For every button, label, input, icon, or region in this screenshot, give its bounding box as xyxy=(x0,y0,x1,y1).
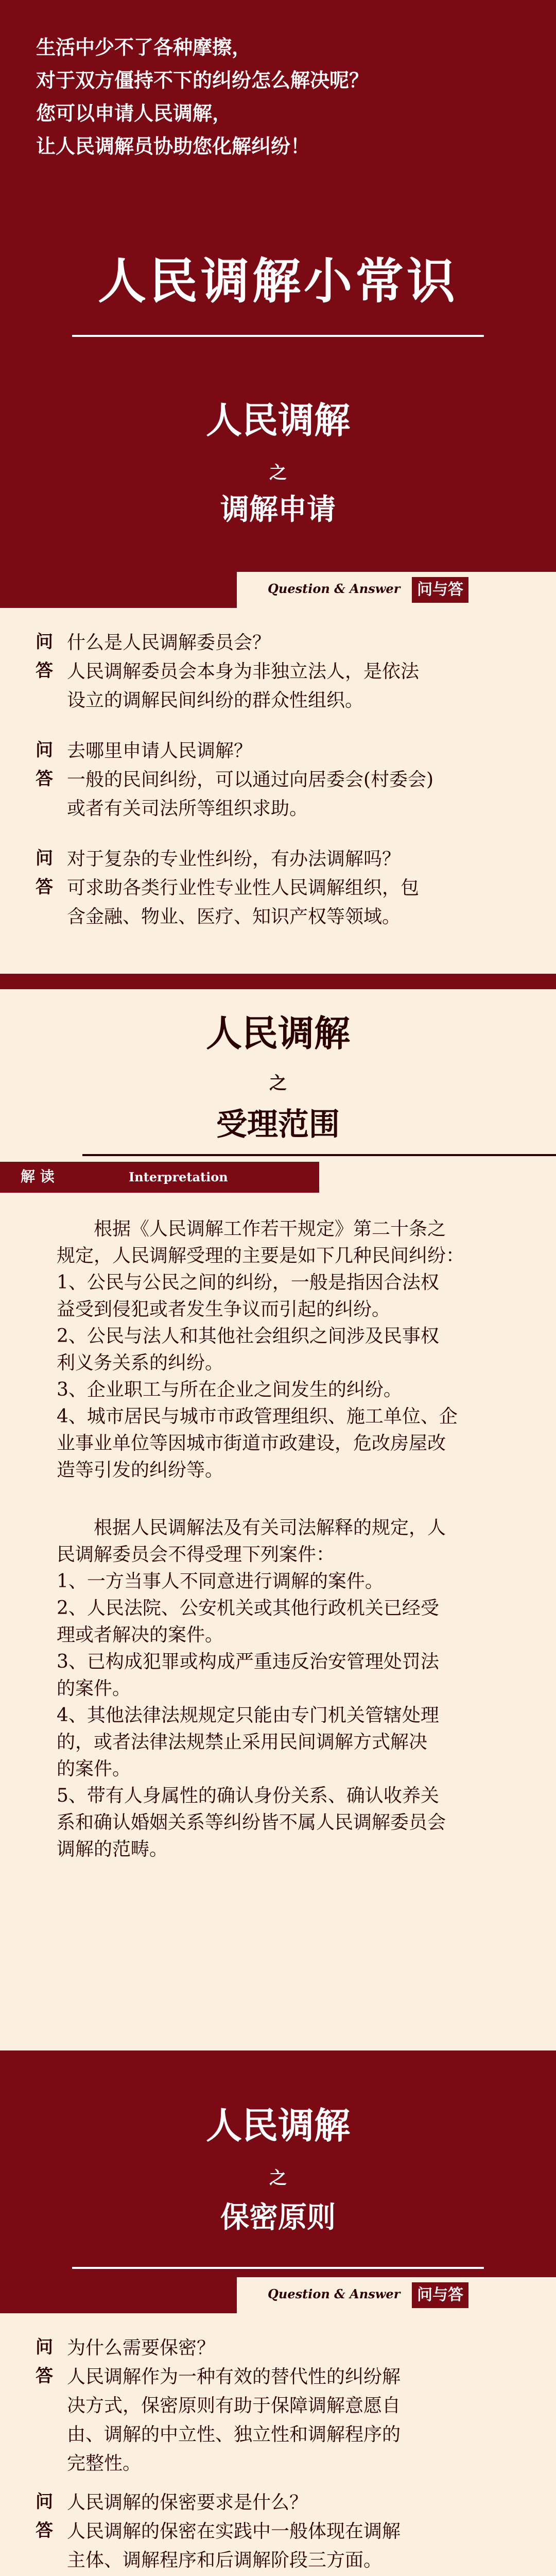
text-line: 1、公民与公民之间的纠纷，一般是指因合法权 xyxy=(57,1272,439,1293)
question-icon: 问 xyxy=(36,2492,53,2512)
text-line: 业事业单位等因城市街道市政建设，危改房屋改 xyxy=(57,1433,446,1454)
answer-text: 完整性。 xyxy=(67,2453,142,2474)
intro-text xyxy=(36,31,520,163)
answer-text: 可求助各类行业性专业性人民调解组织，包 xyxy=(67,877,420,899)
text-line: 的，或者法律法规禁止采用民间调解方式解决 xyxy=(57,1732,428,1753)
text-line: 根据《人民调解工作若干规定》第二十条之 xyxy=(94,1218,446,1240)
section2-zhi: 之 xyxy=(269,1073,287,1094)
section1-title: 人民调解 xyxy=(206,399,350,442)
intro-line: 让人民调解员协助您化解纠纷！ xyxy=(36,134,310,158)
qa-label: Question & Answer xyxy=(268,581,401,596)
answer-icon: 答 xyxy=(36,2366,53,2386)
qa-badge: 问与答 xyxy=(412,2282,468,2308)
text-line: 规定，人民调解受理的主要是如下几种民间纠纷： xyxy=(57,1245,465,1266)
section3-divider xyxy=(72,2267,484,2269)
text-line: 2、公民与法人和其他社会组织之间涉及民事权 xyxy=(57,1326,439,1347)
qa-label: Question & Answer xyxy=(268,2286,401,2301)
qa-item xyxy=(31,737,525,824)
answer-text: 人民调解的保密在实践中一般体现在调解 xyxy=(67,2521,401,2542)
section1-subtitle: 调解申请 xyxy=(220,493,336,527)
qa-badge: 问与答 xyxy=(412,577,468,603)
answer-text: 主体、调解程序和后调解阶段三方面。 xyxy=(67,2550,383,2571)
main-title: 人民调解小常识 xyxy=(97,253,458,310)
interpretation-badge: 解 读 xyxy=(21,1168,55,1185)
answer-text: 决方式，保密原则有助于保障调解意愿自 xyxy=(67,2395,401,2416)
question-text: 去哪里申请人民调解？ xyxy=(67,740,253,761)
text-line: 根据人民调解法及有关司法解释的规定，人 xyxy=(94,1517,446,1538)
text-line: 民调解委员会不得受理下列案件： xyxy=(57,1544,335,1565)
text-line: 3、企业职工与所在企业之间发生的纠纷。 xyxy=(57,1379,402,1400)
section1-qa-band xyxy=(0,572,556,608)
question-icon: 问 xyxy=(36,848,53,869)
text-line: 的案件。 xyxy=(57,1678,131,1699)
section3-zhi: 之 xyxy=(269,2168,287,2189)
section2-body xyxy=(0,1195,556,2050)
intro-line: 生活中少不了各种摩擦， xyxy=(36,36,252,59)
answer-icon: 答 xyxy=(36,877,53,897)
question-text: 什么是人民调解委员会？ xyxy=(67,632,271,653)
question-text: 为什么需要保密？ xyxy=(67,2337,216,2359)
text-line: 4、其他法律法规规定只能由专门机关管辖处理 xyxy=(57,1705,439,1726)
title-divider xyxy=(72,335,484,337)
text-line: 5、带有人身属性的确认身份关系、确认收养关 xyxy=(57,1785,439,1806)
text-line: 益受到侵犯或者发生争议而引起的纠纷。 xyxy=(57,1299,391,1320)
question-icon: 问 xyxy=(36,2337,53,2358)
answer-icon: 答 xyxy=(36,2520,53,2541)
answer-text: 含金融、物业、医疗、知识产权等领域。 xyxy=(67,906,401,927)
answer-text: 人民调解委员会本身为非独立法人，是依法 xyxy=(67,661,420,682)
section3-qa-band xyxy=(0,2277,556,2313)
text-line: 造等引发的纠纷等。 xyxy=(57,1460,224,1481)
section1-qa-panel xyxy=(0,608,556,974)
answer-icon: 答 xyxy=(36,769,53,789)
section3-title: 人民调解 xyxy=(206,2104,350,2147)
section2-title: 人民调解 xyxy=(206,1012,350,1055)
answer-icon: 答 xyxy=(36,660,53,681)
text-line: 调解的范畴。 xyxy=(57,1839,168,1860)
section3-subtitle: 保密原则 xyxy=(220,2200,336,2234)
section2-subtitle: 受理范围 xyxy=(216,1107,340,1143)
question-icon: 问 xyxy=(36,740,53,760)
scope-paragraph-2 xyxy=(57,1515,510,1863)
qa-item xyxy=(31,629,525,716)
answer-text: 设立的调解民间纠纷的群众性组织。 xyxy=(67,690,364,711)
scope-paragraph-1 xyxy=(57,1216,510,1484)
section1-zhi: 之 xyxy=(269,463,287,483)
text-line: 2、人民法院、公安机关或其他行政机关已经受 xyxy=(57,1598,439,1619)
qa-item xyxy=(31,845,525,933)
answer-text: 由、调解的中立性、独立性和调解程序的 xyxy=(67,2424,401,2445)
answer-text: 一般的民间纠纷，可以通过向居委会(村委会) xyxy=(67,769,434,790)
intro-line: 您可以申请人民调解， xyxy=(36,101,232,125)
text-line: 系和确认婚姻关系等纠纷皆不属人民调解委员会 xyxy=(57,1812,446,1833)
answer-text: 或者有关司法所等组织求助。 xyxy=(67,798,308,819)
answer-text: 人民调解作为一种有效的替代性的纠纷解 xyxy=(67,2366,401,2387)
text-line: 4、城市居民与城市市政管理组织、施工单位、企 xyxy=(57,1406,458,1427)
text-line: 1、一方当事人不同意进行调解的案件。 xyxy=(57,1571,384,1592)
section2-divider xyxy=(82,1154,556,1156)
interpretation-label: Interpretation xyxy=(129,1170,228,1184)
text-line: 的案件。 xyxy=(57,1758,131,1780)
text-line: 理或者解决的案件。 xyxy=(57,1624,224,1646)
text-line: 3、已构成犯罪或构成严重违反治安管理处罚法 xyxy=(57,1651,439,1672)
intro-line: 对于双方僵持不下的纠纷怎么解决呢？ xyxy=(36,69,369,92)
question-icon: 问 xyxy=(36,632,53,652)
section3-qa-panel xyxy=(0,2313,556,2576)
text-line: 利义务关系的纠纷。 xyxy=(57,1352,224,1374)
question-text: 人民调解的保密要求是什么？ xyxy=(67,2492,308,2513)
question-text: 对于复杂的专业性纠纷，有办法调解吗？ xyxy=(67,849,401,870)
